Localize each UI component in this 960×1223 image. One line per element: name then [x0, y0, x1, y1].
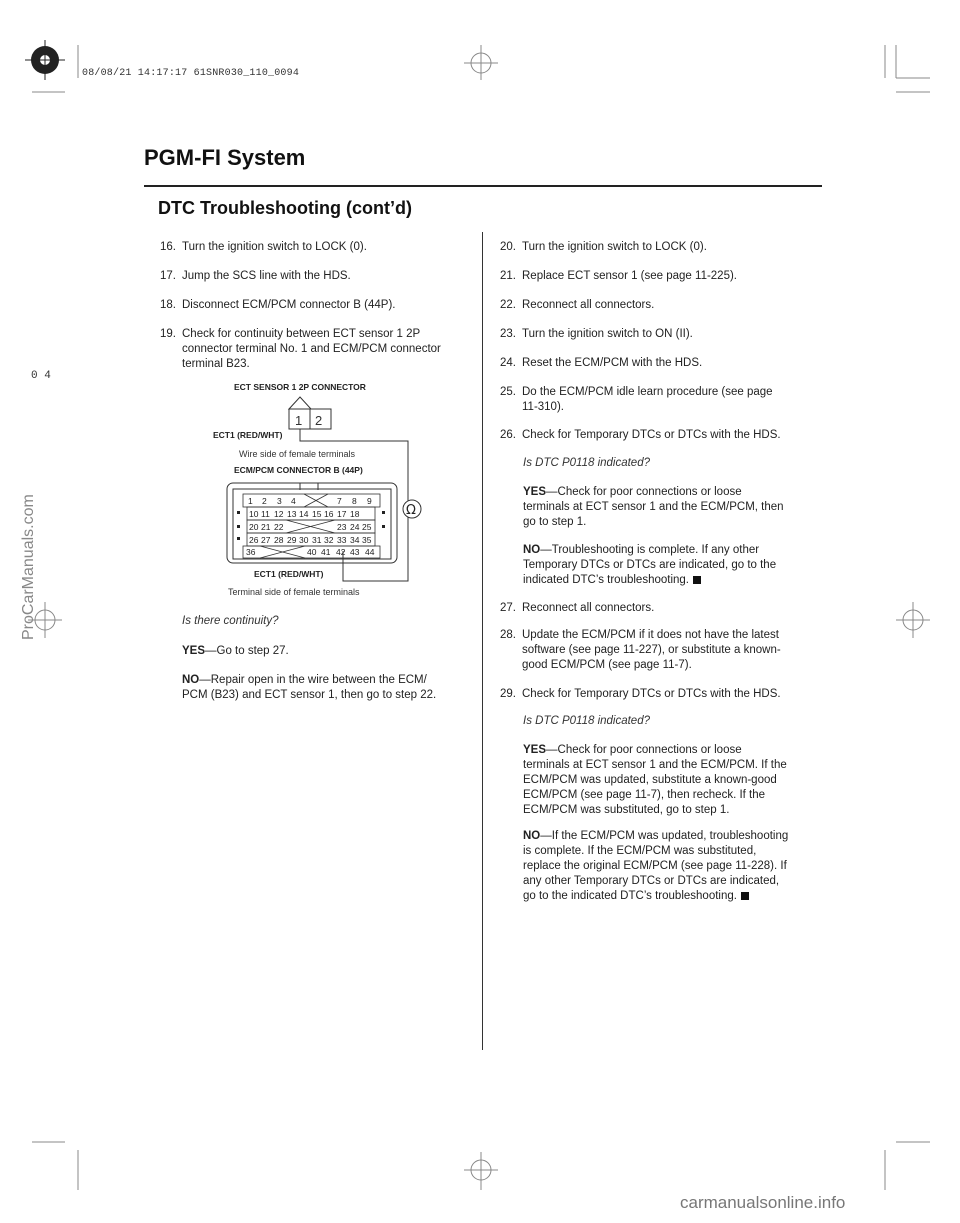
question-dtc-2: Is DTC P0118 indicated?: [523, 715, 650, 727]
pin-label: 30: [299, 535, 309, 545]
pin-label: 24: [350, 522, 360, 532]
step-22: 22. Reconnect all connectors.: [500, 299, 655, 311]
answer-no: NO—Repair open in the wire between the ECM/ PCM (B23) and ECT sensor 1, then go to step 22.: [182, 674, 437, 701]
pin-label: 44: [365, 547, 375, 557]
print-registration-marks: [0, 0, 960, 110]
pin-label: 23: [337, 522, 347, 532]
step-19: 19. Check for continuity between ECT sensor 1 2P connector terminal No. 1 and ECM/PCM connector terminal B23.: [160, 328, 441, 370]
question-dtc-1: Is DTC P0118 indicated?: [523, 457, 650, 469]
q1-answer-no: NO—Troubleshooting is complete. If any other Temporary DTCs or DTCs are indicated, go to the indicated DTC’s troubleshooting.: [523, 544, 777, 586]
ohm-symbol: Ω: [406, 503, 416, 518]
sensor-pin: 1: [295, 413, 303, 428]
pin-label: 20: [249, 522, 259, 532]
pin-label: 11: [261, 509, 270, 519]
pin-label: 4: [291, 496, 296, 506]
pin-label: 28: [274, 535, 284, 545]
step-26: 26. Check for Temporary DTCs or DTCs with the HDS.: [500, 429, 781, 441]
step-24: 24. Reset the ECM/PCM with the HDS.: [500, 357, 703, 369]
pin-label: 26: [249, 535, 259, 545]
page-title: PGM-FI System: [144, 145, 306, 170]
wire-side-label: Wire side of female terminals: [239, 449, 356, 459]
pin-label: 31: [312, 535, 322, 545]
pin-label: 16: [324, 509, 334, 519]
pin-label: 7: [337, 496, 342, 506]
wire-label-top: ECT1 (RED/WHT): [213, 430, 283, 440]
wire-label-bottom: ECT1 (RED/WHT): [254, 569, 324, 579]
side-watermark: ProCarManuals.com: [20, 494, 37, 640]
page-mark: 0 4: [31, 370, 51, 382]
pin-label: 40: [307, 547, 317, 557]
column-divider: [482, 232, 483, 1050]
step-16: 16. Turn the ignition switch to LOCK (0).: [160, 241, 367, 253]
pin-label: 2: [262, 496, 267, 506]
connector-diagram: [200, 375, 460, 605]
step-23: 23. Turn the ignition switch to ON (II).: [500, 328, 693, 340]
pin-label: 3: [277, 496, 282, 506]
q1-answer-yes: YES—Check for poor connections or loose terminals at ECT sensor 1 and the ECM/PCM, then go to step 1.: [523, 486, 784, 528]
footer-watermark: carmanualsonline.info: [680, 1193, 846, 1212]
pin-label: 27: [261, 535, 271, 545]
pin-label: 41: [321, 547, 331, 557]
ecm-connector-label: ECM/PCM CONNECTOR B (44P): [234, 465, 363, 475]
pin-label: 36: [246, 547, 256, 557]
pin-label: 8: [352, 496, 357, 506]
step-21: 21. Replace ECT sensor 1 (see page 11-225).: [500, 270, 738, 282]
answer-yes: YES—Go to step 27.: [182, 645, 289, 657]
pin-label: 22: [274, 522, 284, 532]
step-18: 18. Disconnect ECM/PCM connector B (44P).: [160, 299, 396, 311]
step-29: 29. Check for Temporary DTCs or DTCs with the HDS.: [500, 688, 781, 700]
pin-label: 29: [287, 535, 297, 545]
q2-answer-no: NO—If the ECM/PCM was updated, troubleshooting is complete. If the ECM/PCM was substituted, replace the original ECM/PCM (see page 11-228). If any other Temporary DTCs or DTCs are indicated, go to the indicated DTC’s troubleshooting.: [523, 830, 789, 902]
pin-label: 42: [336, 547, 346, 557]
pin-label: 15: [312, 509, 322, 519]
pin-label: 32: [324, 535, 334, 545]
pin-label: 18: [350, 509, 360, 519]
step-20: 20. Turn the ignition switch to LOCK (0).: [500, 241, 707, 253]
title-rule: [144, 185, 822, 187]
step-28: 28. Update the ECM/PCM if it does not have the latest software (see page 11-227), or substitute a known- good ECM/PCM (see page 11-7).: [500, 629, 781, 671]
pin-label: 14: [299, 509, 309, 519]
pin-label: 33: [337, 535, 347, 545]
page-subtitle: DTC Troubleshooting (cont’d): [158, 198, 412, 218]
end-mark-icon: [741, 892, 749, 900]
terminal-side-label: Terminal side of female terminals: [228, 587, 360, 597]
pin-label: 43: [350, 547, 360, 557]
pin-label: 34: [350, 535, 360, 545]
sensor-connector-label: ECT SENSOR 1 2P CONNECTOR: [234, 382, 366, 392]
sensor-pin: 2: [315, 413, 323, 428]
pin-label: 9: [367, 496, 372, 506]
pin-label: 21: [261, 522, 271, 532]
step-17: 17. Jump the SCS line with the HDS.: [160, 270, 351, 282]
pin-label: 10: [249, 509, 259, 519]
pin-label: 17: [337, 509, 347, 519]
step-27: 27. Reconnect all connectors.: [500, 602, 655, 614]
question-continuity: Is there continuity?: [182, 615, 279, 627]
print-stamp: 08/08/21 14:17:17 61SNR030_110_0094: [82, 68, 300, 79]
q2-answer-yes: YES—Check for poor connections or loose terminals at ECT sensor 1 and the ECM/PCM. If the ECM/PCM was updated, substitute a known-good ECM/PCM (see page 11-7), then recheck. If the ECM/PCM was substituted, go to step 1.: [523, 744, 787, 816]
pin-label: 1: [248, 496, 253, 506]
pin-label: 13: [287, 509, 297, 519]
pin-label: 12: [274, 509, 284, 519]
end-mark-icon: [693, 576, 701, 584]
pin-label: 35: [362, 535, 372, 545]
step-25: 25. Do the ECM/PCM idle learn procedure (see page 11-310).: [500, 386, 773, 413]
pin-label: 25: [362, 522, 372, 532]
